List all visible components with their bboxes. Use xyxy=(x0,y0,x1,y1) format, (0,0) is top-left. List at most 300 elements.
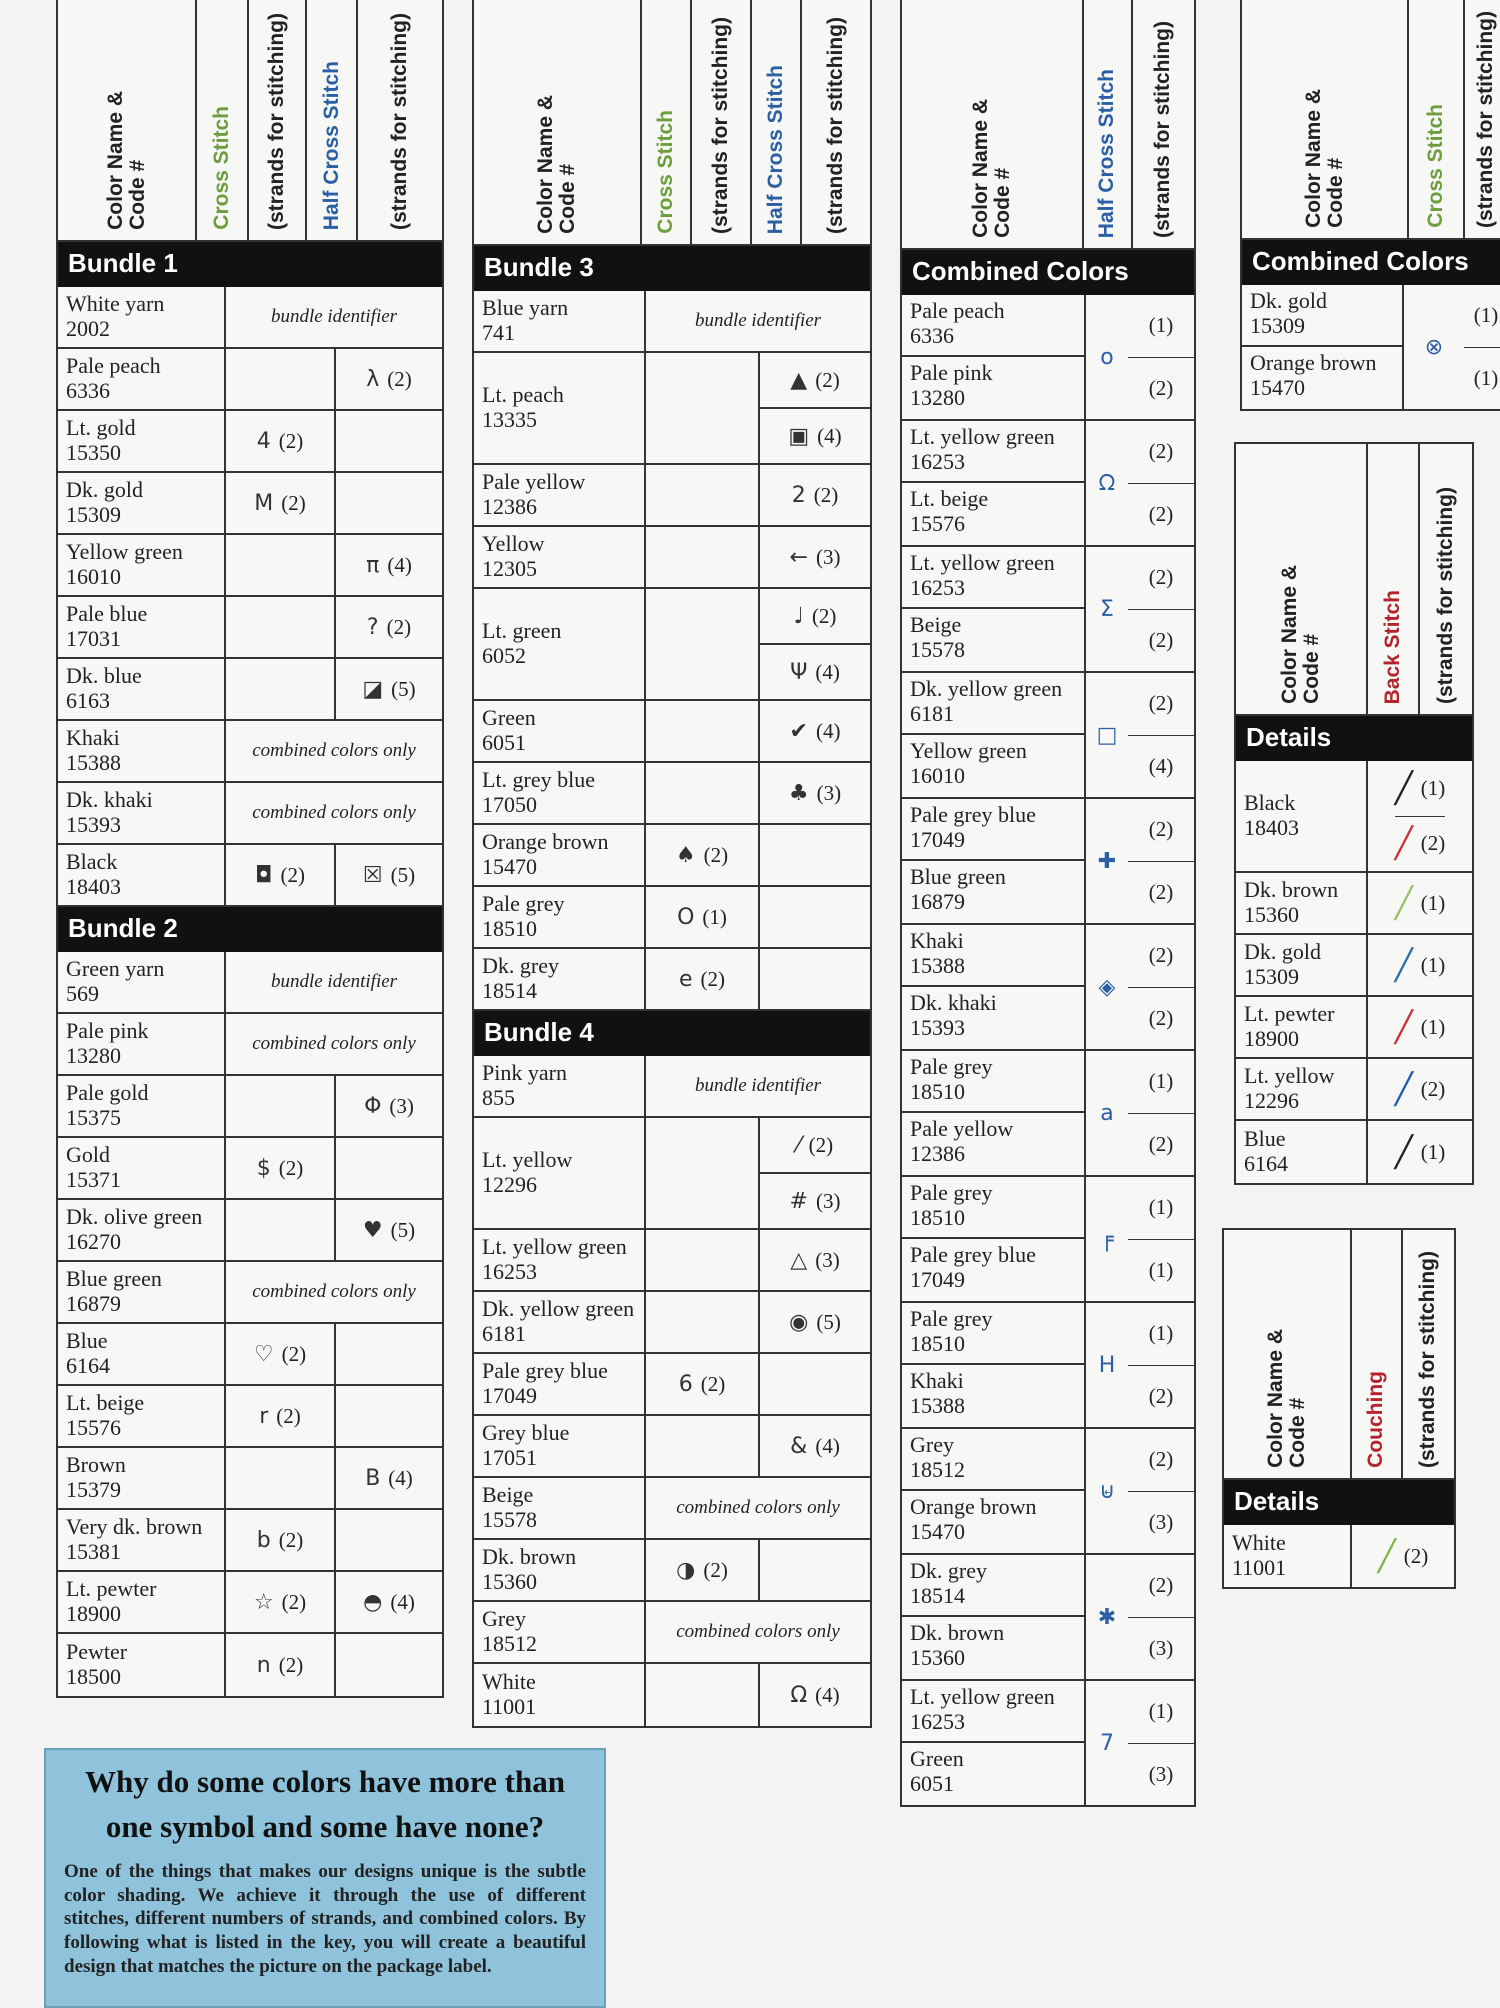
span-note: bundle identifier xyxy=(694,1075,822,1097)
combined-names xyxy=(1242,285,1404,409)
color-name: Pale peach xyxy=(66,353,161,379)
stitch-symbol-icon: Ψ xyxy=(790,659,808,685)
strand-count: (2) xyxy=(1420,1076,1446,1101)
color-code: 6051 xyxy=(910,1770,954,1796)
color-code: 6051 xyxy=(482,730,526,755)
key-row xyxy=(58,411,442,473)
color-name-cell xyxy=(474,1230,646,1290)
half-stitch-cell xyxy=(760,763,870,823)
cross-stitch-cell xyxy=(226,1572,336,1632)
header-strands xyxy=(802,0,870,244)
stitch-symbol-icon: ◑ xyxy=(676,1557,696,1583)
key-row xyxy=(474,1664,870,1726)
combined-color-row xyxy=(902,1491,1084,1553)
combined-names xyxy=(902,1051,1086,1175)
strand-count: (1) xyxy=(1464,347,1500,410)
combined-color-row xyxy=(902,735,1084,797)
color-name: Dk. yellow green xyxy=(910,676,1063,701)
bundle-1-2-key xyxy=(56,0,444,1698)
color-name-cell xyxy=(58,473,226,533)
key-row xyxy=(58,473,442,535)
color-name: Pale grey blue xyxy=(482,1358,608,1384)
color-name-cell xyxy=(474,353,646,463)
combined-colors-title: Combined Colors xyxy=(902,250,1194,295)
strand-count: (1) xyxy=(1148,313,1174,338)
color-name-cell xyxy=(58,411,226,471)
half-stitch-cell xyxy=(760,1354,870,1414)
strand-count: (5) xyxy=(816,1309,841,1334)
color-name: Khaki xyxy=(910,928,964,953)
color-code: 6164 xyxy=(1244,1151,1288,1176)
color-name: Pink yarn xyxy=(482,1060,567,1086)
strand-count: (4) xyxy=(1128,735,1194,798)
cross-stitch-cell xyxy=(226,349,336,409)
details-row xyxy=(1236,1121,1472,1183)
color-name-cell xyxy=(58,535,226,595)
stitch-symbol-icon: ♩ xyxy=(793,603,804,629)
cross-stitch-cell xyxy=(646,1416,760,1476)
stitch-symbol-icon: ◘ xyxy=(255,862,273,888)
header-back xyxy=(1368,444,1420,714)
color-name: Dk. khaki xyxy=(910,990,997,1015)
strand-count: (2) xyxy=(813,482,839,507)
color-name-cell xyxy=(902,1177,1084,1237)
color-name: Green xyxy=(910,1746,964,1771)
color-name: Lt. grey blue xyxy=(482,767,596,793)
key-row xyxy=(58,952,442,1014)
color-name-cell xyxy=(902,1555,1084,1615)
combined-group xyxy=(902,1555,1194,1681)
color-code: 6052 xyxy=(482,643,526,668)
color-name: Khaki xyxy=(66,725,120,751)
header-strands-text: (strands for stitching) xyxy=(388,12,412,230)
color-code: 569 xyxy=(66,981,99,1006)
details-entry xyxy=(1395,761,1446,816)
stitch-symbol-icon: ▲ xyxy=(790,367,808,393)
color-name: Dk. brown xyxy=(482,1544,577,1570)
stitch-symbol-icon: ♥ xyxy=(362,1217,383,1243)
color-name: Pale peach xyxy=(910,298,1005,323)
strand-count: (5) xyxy=(390,1217,416,1242)
strand-count: (3) xyxy=(815,1188,841,1213)
stitch-symbol-icon: 2 xyxy=(791,482,806,508)
stitch-line-icon: ╱ xyxy=(1394,770,1413,806)
header-cross-stitch xyxy=(197,0,249,240)
color-name-cell xyxy=(58,783,226,843)
combined-color-row xyxy=(902,1365,1084,1427)
color-name: Dk. gold xyxy=(1250,288,1327,313)
color-name-cell xyxy=(1236,873,1368,933)
color-code: 16010 xyxy=(66,564,121,589)
combined-symbol-icon: ✚ xyxy=(1097,848,1117,874)
combined-names xyxy=(902,1303,1086,1427)
color-name-cell xyxy=(474,825,646,885)
color-name-cell xyxy=(902,1681,1084,1741)
strand-count: (4) xyxy=(390,1589,415,1614)
key-row xyxy=(58,1448,442,1510)
span-note: bundle identifier xyxy=(270,971,398,993)
half-stitch-cell xyxy=(760,887,870,947)
strand-count: (2) xyxy=(1128,861,1194,924)
half-stitch-cell xyxy=(336,1386,442,1446)
cross-stitch-cell xyxy=(646,1540,760,1600)
span-note: combined colors only xyxy=(676,1621,840,1643)
color-code: 15578 xyxy=(910,636,965,662)
combined-color-row xyxy=(902,609,1084,671)
color-code: 13280 xyxy=(910,384,965,410)
color-code: 15381 xyxy=(66,1539,121,1564)
color-code: 15470 xyxy=(1250,374,1305,400)
color-code: 17049 xyxy=(482,1383,537,1408)
color-name-cell xyxy=(902,1491,1084,1553)
strand-count: (2) xyxy=(1148,439,1174,464)
color-name-cell xyxy=(474,1664,646,1726)
key-row xyxy=(474,887,870,949)
header-strands xyxy=(1420,444,1472,714)
color-code: 18514 xyxy=(482,978,537,1003)
color-name: Orange brown xyxy=(910,1494,1037,1519)
strand-count: (4) xyxy=(815,718,841,743)
combined-names xyxy=(902,1177,1086,1301)
info-title: Why do some colors have more than one symbol and some have none? xyxy=(85,1764,565,1844)
color-name: Dk. khaki xyxy=(66,787,153,813)
strand-count: (1) xyxy=(1148,1699,1174,1724)
details-entry xyxy=(1378,1525,1429,1587)
combined-color-row xyxy=(902,1177,1084,1239)
strand-count: (3) xyxy=(815,1247,840,1272)
strand-count: (2) xyxy=(1128,357,1194,420)
color-code: 18510 xyxy=(910,1330,965,1356)
strand-count: (3) xyxy=(1128,1617,1194,1680)
cross-stitch-cell xyxy=(226,1448,336,1508)
combined-color-row xyxy=(902,547,1084,609)
strand-count: (5) xyxy=(390,862,416,887)
strand-count: (2) xyxy=(703,842,729,867)
combined-strands xyxy=(1128,799,1194,923)
color-name-cell xyxy=(474,465,646,525)
key-row xyxy=(474,825,870,887)
details-entry xyxy=(1395,816,1446,872)
bundle-2-title: Bundle 2 xyxy=(58,907,442,952)
header-cross-stitch-text: Cross Stitch xyxy=(1424,104,1448,228)
bundle-4-title: Bundle 4 xyxy=(474,1011,870,1056)
combined-names xyxy=(902,421,1086,545)
color-name: Lt. yellow xyxy=(1244,1063,1335,1089)
cross-stitch-cell xyxy=(646,949,760,1009)
half-symbol-entry xyxy=(760,1118,870,1172)
color-name-cell xyxy=(902,1239,1084,1301)
color-name: Brown xyxy=(66,1452,126,1478)
half-stitch-cell xyxy=(760,589,870,699)
color-name-cell xyxy=(58,721,226,781)
color-code: 15578 xyxy=(482,1507,537,1532)
combined-symbol-icon: ⊗ xyxy=(1424,334,1444,360)
combined-symbol-icon: ⊌ xyxy=(1098,1478,1116,1504)
color-name-cell xyxy=(902,1303,1084,1363)
color-name-cell xyxy=(474,1416,646,1476)
combined-group xyxy=(902,1681,1194,1805)
color-name: Lt. beige xyxy=(66,1390,145,1416)
color-name-cell xyxy=(58,1386,226,1446)
combined-symbol-icon: H xyxy=(1098,1352,1116,1378)
key-row xyxy=(474,589,870,701)
color-name-cell xyxy=(58,349,226,409)
stitch-symbol-icon: 4 xyxy=(256,428,271,454)
combined-group xyxy=(902,1303,1194,1429)
stitch-symbol-icon: ☆ xyxy=(253,1589,274,1615)
details-row xyxy=(1224,1525,1454,1587)
key-row xyxy=(474,701,870,763)
color-code: 15309 xyxy=(1244,964,1299,989)
combined-strands xyxy=(1464,285,1500,409)
stitch-symbol-icon: b xyxy=(256,1527,271,1553)
color-code: 12305 xyxy=(482,556,537,581)
column-headers xyxy=(1224,1230,1454,1480)
color-name-cell xyxy=(58,1200,226,1260)
strand-count: (1) xyxy=(702,904,727,929)
color-code: 18510 xyxy=(910,1204,965,1230)
details-title: Details xyxy=(1236,716,1472,761)
key-row xyxy=(474,465,870,527)
combined-symbol-icon: a xyxy=(1100,1100,1114,1126)
header-color-name xyxy=(474,0,642,244)
column-headers xyxy=(1236,444,1472,716)
color-name-cell xyxy=(474,1602,646,1662)
key-row xyxy=(58,783,442,845)
color-name-cell xyxy=(1236,1059,1368,1119)
half-stitch-cell xyxy=(336,349,442,409)
color-code: 18403 xyxy=(1244,815,1299,840)
color-name: Pale pink xyxy=(66,1018,149,1044)
header-half-cross-text: Half Cross Stitch xyxy=(763,64,787,234)
color-name-cell xyxy=(58,952,226,1012)
combined-color-row xyxy=(902,295,1084,357)
color-code: 15576 xyxy=(66,1415,121,1440)
combined-color-row xyxy=(902,1681,1084,1743)
combined-group xyxy=(902,673,1194,799)
strand-count: (2) xyxy=(815,367,840,392)
column-headers xyxy=(902,0,1194,250)
cross-stitch-cell xyxy=(226,473,336,533)
info-box xyxy=(44,1748,606,2008)
stitch-symbol-icon: ← xyxy=(789,544,808,570)
color-code: 15470 xyxy=(910,1518,965,1544)
combined-color-row xyxy=(902,799,1084,861)
half-stitch-cell xyxy=(760,949,870,1009)
strand-count: (2) xyxy=(700,966,726,991)
strand-count: (2) xyxy=(1128,483,1194,546)
stitch-symbol-icon: $ xyxy=(256,1155,271,1181)
color-name-cell xyxy=(474,1354,646,1414)
color-name-cell xyxy=(474,1292,646,1352)
header-half-cross xyxy=(752,0,802,244)
key-row xyxy=(58,287,442,349)
header-color-name-text: Color Name & Code # xyxy=(103,91,149,230)
header-color-name-text: Color Name & Code # xyxy=(1301,89,1347,228)
color-name: Blue xyxy=(66,1328,108,1354)
color-name-cell xyxy=(902,735,1084,797)
cross-stitch-cell xyxy=(646,1118,760,1228)
color-name: Pale blue xyxy=(66,601,148,627)
strand-count: (3) xyxy=(815,544,841,569)
color-code: 12296 xyxy=(1244,1088,1299,1113)
combined-group xyxy=(1242,285,1500,409)
color-code: 15360 xyxy=(482,1569,537,1594)
color-code: 6164 xyxy=(66,1353,110,1378)
color-name-cell xyxy=(902,1365,1084,1427)
color-code: 16253 xyxy=(910,1708,965,1734)
details-row xyxy=(1236,935,1472,997)
strand-count: (2) xyxy=(1148,691,1174,716)
half-stitch-cell xyxy=(336,1572,442,1632)
header-color-name xyxy=(1236,444,1368,714)
stitch-symbol-icon: n xyxy=(256,1652,271,1678)
strand-count: (2) xyxy=(1128,1113,1194,1176)
combined-strands xyxy=(1128,295,1194,419)
key-row xyxy=(58,659,442,721)
strand-count: (1) xyxy=(1148,1321,1174,1346)
half-stitch-cell xyxy=(760,353,870,463)
color-name-cell xyxy=(1236,997,1368,1057)
header-color-name xyxy=(1224,1230,1352,1478)
strand-count: (3) xyxy=(389,1093,414,1118)
cross-stitch-cell xyxy=(646,1354,760,1414)
combined-strands xyxy=(1128,421,1194,545)
cross-stitch-cell xyxy=(226,535,336,595)
combined-color-row xyxy=(902,1303,1084,1365)
color-code: 17050 xyxy=(482,792,537,817)
color-name: Very dk. brown xyxy=(66,1514,203,1540)
combined-color-row xyxy=(902,987,1084,1049)
strand-count: (2) xyxy=(1128,609,1194,672)
color-name: Gold xyxy=(66,1142,110,1168)
color-code: 16270 xyxy=(66,1229,121,1254)
color-code: 11001 xyxy=(482,1694,537,1719)
strand-count: (2) xyxy=(1148,817,1174,842)
color-name: Khaki xyxy=(910,1368,964,1393)
color-name: Black xyxy=(1244,790,1296,816)
header-strands-text: (strands for stitching) xyxy=(1474,10,1498,228)
stitch-symbol-icon: ♡ xyxy=(253,1341,274,1367)
color-code: 17031 xyxy=(66,626,121,651)
key-row xyxy=(474,353,870,465)
color-code: 13280 xyxy=(66,1043,121,1068)
stitch-symbol-icon: e xyxy=(678,966,693,992)
color-code: 12386 xyxy=(910,1140,965,1166)
combined-strands xyxy=(1128,673,1194,797)
color-name-cell xyxy=(58,1634,226,1696)
header-half-cross-text: Half Cross Stitch xyxy=(319,60,343,230)
details-stitch-cell xyxy=(1368,1121,1472,1183)
color-name-cell xyxy=(1236,1121,1368,1183)
header-strands xyxy=(249,0,307,240)
key-row xyxy=(474,763,870,825)
combined-group xyxy=(902,295,1194,421)
color-name-cell xyxy=(902,547,1084,607)
color-name: Dk. gold xyxy=(66,477,143,503)
cross-stitch-cell xyxy=(646,887,760,947)
combined-group xyxy=(902,1429,1194,1555)
combined-symbol-icon: 7 xyxy=(1100,1730,1114,1756)
color-name-cell xyxy=(58,597,226,657)
half-stitch-cell xyxy=(336,1510,442,1570)
stitch-symbol-icon: M xyxy=(254,490,274,516)
combined-names xyxy=(902,547,1086,671)
key-row xyxy=(474,291,870,353)
cross-stitch-cell xyxy=(646,1292,760,1352)
header-half-cross-text: Half Cross Stitch xyxy=(1095,68,1119,238)
color-code: 15360 xyxy=(910,1644,965,1670)
header-strands-text: (strands for stitching) xyxy=(1416,1250,1440,1468)
color-name: Yellow green xyxy=(66,539,183,565)
combined-strands xyxy=(1128,1051,1194,1175)
color-name-cell xyxy=(902,609,1084,671)
color-code: 16010 xyxy=(910,762,965,788)
color-name: Lt. yellow xyxy=(482,1147,573,1173)
key-row xyxy=(58,1076,442,1138)
strand-count: (2) xyxy=(1148,943,1174,968)
color-name: Pale grey xyxy=(482,891,565,917)
strand-count: (2) xyxy=(1148,565,1174,590)
stitch-symbol-icon: ▣ xyxy=(788,423,810,449)
strand-count: (2) xyxy=(281,490,306,515)
details-stitch-cell xyxy=(1368,1059,1472,1119)
stitch-symbol-icon: Φ xyxy=(364,1093,382,1119)
header-strands xyxy=(1465,0,1500,238)
stitch-symbol-icon: ⁄ xyxy=(796,1132,801,1158)
combined-names xyxy=(902,1681,1086,1805)
details-stitch-cell xyxy=(1352,1525,1454,1587)
header-back-text: Back Stitch xyxy=(1380,589,1404,704)
half-stitch-cell xyxy=(336,597,442,657)
strand-count: (2) xyxy=(1148,1447,1174,1472)
color-name-cell xyxy=(902,1743,1084,1805)
color-name-cell xyxy=(902,673,1084,733)
cross-stitch-cell xyxy=(226,1324,336,1384)
color-name: Lt. yellow green xyxy=(910,424,1055,449)
details-row xyxy=(1236,873,1472,935)
combined-group xyxy=(902,547,1194,673)
strand-count: (2) xyxy=(1128,1365,1194,1428)
bundle-3-4-key xyxy=(472,0,872,1728)
strand-count: (2) xyxy=(1403,1543,1429,1568)
strand-count: (4) xyxy=(815,1682,840,1707)
key-row xyxy=(474,1230,870,1292)
cross-stitch-cell xyxy=(646,825,760,885)
header-half-cross xyxy=(1084,0,1133,248)
key-row xyxy=(58,1200,442,1262)
strand-count: (2) xyxy=(278,428,304,453)
span-note: combined colors only xyxy=(252,1281,416,1303)
color-code: 18512 xyxy=(482,1631,537,1656)
color-code: 16879 xyxy=(910,888,965,914)
strand-count: (1) xyxy=(1420,775,1446,800)
strand-count: (4) xyxy=(815,1433,840,1458)
half-stitch-cell xyxy=(760,701,870,761)
stitch-symbol-icon: λ xyxy=(366,366,380,392)
combined-names xyxy=(902,295,1086,419)
color-code: 15388 xyxy=(910,1392,965,1418)
combined-color-row xyxy=(902,421,1084,483)
key-row xyxy=(58,1014,442,1076)
cross-stitch-cell xyxy=(226,597,336,657)
span-note: bundle identifier xyxy=(694,310,822,332)
combined-color-row xyxy=(1242,285,1402,347)
color-name: Pale grey xyxy=(910,1054,993,1079)
color-name-cell xyxy=(58,1510,226,1570)
key-row xyxy=(474,1540,870,1602)
half-stitch-cell xyxy=(336,1138,442,1198)
